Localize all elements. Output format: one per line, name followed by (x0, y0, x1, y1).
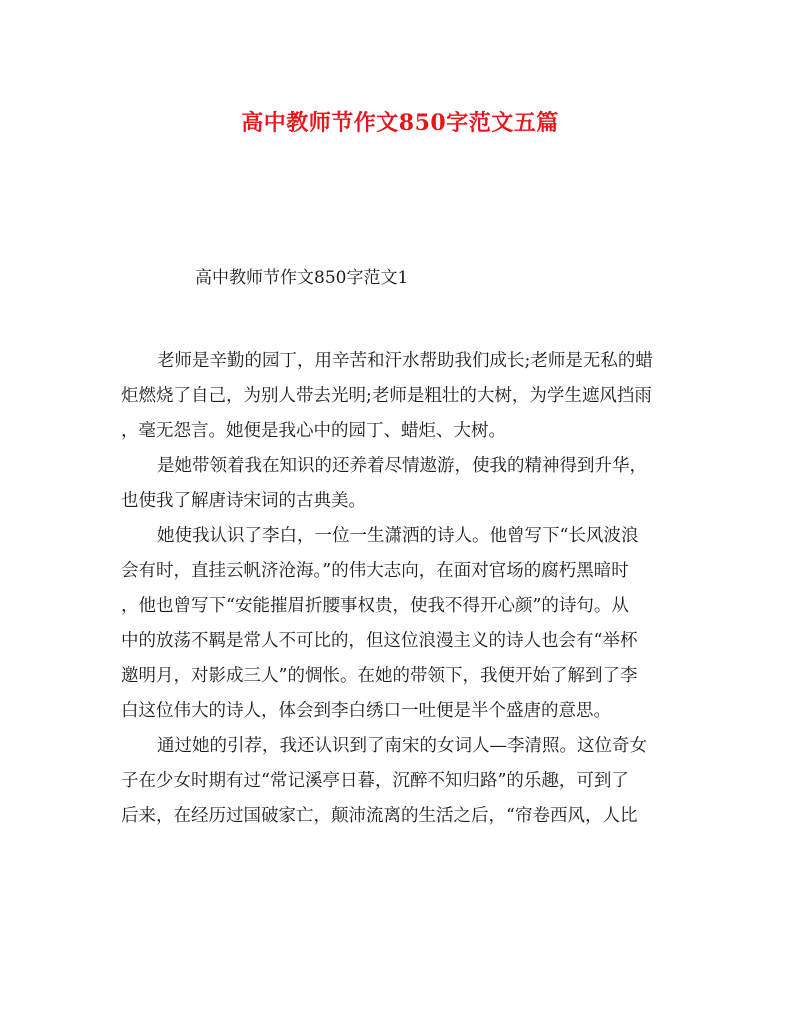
paragraph-line: 她使我认识了李白，一位一生潇洒的诗人。他曾写下“长风波浪 (157, 526, 639, 546)
paragraph-line: ，他也曾写下“安能摧眉折腰事权贵，使我不得开心颜”的诗句。从 (121, 596, 629, 616)
paragraph (121, 519, 681, 729)
paragraph-line: 子在少女时期有过“常记溪亭日暮，沉醉不知归路”的乐趣，可到了 (121, 771, 629, 791)
paragraph-line: 邀明月，对影成三人”的惆怅。在她的带领下，我便开始了解到了李 (121, 666, 638, 686)
paragraph (121, 729, 681, 834)
paragraph-line: 老师是辛勤的园丁，用辛苦和汗水帮助我们成长;老师是无私的蜡 (157, 351, 653, 371)
paragraph-line: 是她带领着我在知识的还养着尽情遨游，使我的精神得到升华， (157, 456, 647, 476)
paragraph-line: 炬燃烧了自己，为别人带去光明;老师是粗壮的大树，为学生遮风挡雨 (121, 386, 652, 406)
section-heading: 高中教师节作文850字范文1 (195, 268, 409, 288)
document-title: 高中教师节作文850字范文五篇 (241, 110, 559, 136)
paragraph-line: 中的放荡不羁是常人不可比的，但这位浪漫主义的诗人也会有“举杯 (121, 631, 638, 651)
paragraph-line: 通过她的引荐，我还认识到了南宋的女词人—李清照。这位奇女 (157, 736, 647, 756)
paragraph-line: 后来，在经历过国破家亡，颠沛流离的生活之后，“帘卷西风，人比 (121, 806, 638, 826)
paragraph-line: 也使我了解唐诗宋词的古典美。 (121, 491, 366, 511)
paragraph (121, 344, 681, 449)
paragraph (121, 449, 681, 519)
paragraph-line: 会有时，直挂云帆济沧海。”的伟大志向，在面对官场的腐朽黑暗时 (121, 561, 629, 581)
paragraph-line: ，毫无怨言。她便是我心中的园丁、蜡炬、大树。 (121, 421, 506, 441)
body-text (121, 344, 681, 834)
paragraph-line: 白这位伟大的诗人，体会到李白绣口一吐便是半个盛唐的意思。 (121, 701, 611, 721)
